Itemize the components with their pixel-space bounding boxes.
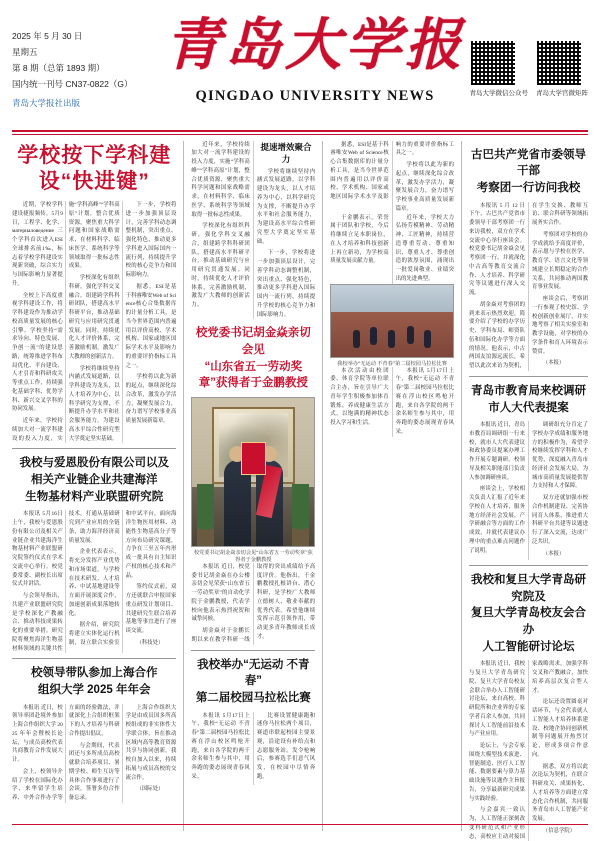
qr-code-icon [470, 40, 516, 86]
article-paragraph: 近年来，学校大力弘扬劳模精神、劳动精神、工匠精神，持续营造尊重劳动、尊重知识、尊重人才、尊重创造的浓厚氛围，涌现出一批爱岗敬业、业绩突出的先进典型。 [395, 214, 454, 282]
article-headline-bio-institute: 我校与爱恩股份有限公司以及 相关产业链企业共建海洋 生物基材料产业联盟研究院 [19, 457, 169, 503]
article-body-marathon [191, 712, 315, 785]
masthead-date: 2025 年 5 月 30 日 [12, 31, 83, 41]
article-byline: （国际处） [136, 786, 164, 793]
column-rule [183, 141, 184, 831]
article-body-bio-institute [12, 510, 176, 653]
lead-paragraph: 下一步，学校将进一步加强顶层设计，完善学科动态调整机制，突出重点、强化特色，推动更多学科进入国际国内一流行列，持续提升学校的核心竞争力和国际影响力。 [256, 250, 316, 318]
section-divider [12, 448, 176, 449]
masthead-divider-thin [12, 134, 588, 135]
article-byline: （本报） [542, 360, 565, 367]
column-two [191, 141, 315, 831]
masthead-divider [12, 130, 588, 132]
lead-paragraph: 学校将以此为新的起点，继续深化综合改革，激发办学活力，凝聚发展合力，奋力谱写学校事业高质量发展新篇章。 [395, 162, 454, 212]
article-body-jinpeng-cont [330, 214, 454, 284]
article-paragraph: 考察团对学校的办学成就给予高度评价，表示愿与学校在医学、教育学、语言文化等领域建立长期稳定的合作关系，共同推动两国教育事业发展。 [532, 231, 588, 291]
article-paragraph: 本报讯 近日，校党委书记胡金焱在办公楼亲切会见荣获“山东省五一劳动奖章”的自动化学院于金鹏教授，代表学校向他表示热烈祝贺和诚挚问候。 [191, 563, 250, 623]
article-paragraph: 胡金焱对考察团的到来表示热烈欢迎，简要介绍了学校的办学历史、学科布局、师资队伍和国际化办学等方面的情况。他表示，中古两国友谊源远流长，希望以此次来访为契机，在学生交换、教师互访、联合科研等领域拓展务实合作。 [469, 202, 588, 370]
lead-paragraph: 据悉，ESI是基于科睿唯安Web of Science核心合集数据库的计量分析工具，是当今世界范围内普遍用以评价高校、学术机构、国家或地区国际学术水平及影响力的重要评价指标工具之一。 [125, 283, 177, 369]
article-paragraph: 据悉，双方将以此次论坛为契机，在联合科研攻关、成果转化、人才培养等方面建立常态化合作机制，共同服务青岛市人工智能产业发展。 [532, 763, 588, 823]
masthead-issue: 第 8 期（总第 1893 期） [12, 63, 105, 74]
lead-article-tail [330, 141, 454, 214]
article-paragraph: 胡金焱对于金鹏长期以来在教学科研一线取得的突出成绩给予高度评价。他指出，于金鹏教授扎根讲台、潜心科研，是学校广大教师立德树人、敬业奉献的优秀代表。希望他继续发挥示范引领作用，带动更多青年教师成长成才。 [191, 563, 316, 643]
article-headline-shanghai: 校领导带队参加上海合作 组织大学 2025 年年会 [30, 667, 158, 696]
article-headline-fudan-ai: 我校和复旦大学青岛研究院及 复旦大学青岛校友会合办 人工智能研讨论坛 [471, 573, 586, 653]
article-paragraph: 本报讯 5月17日上午，我校“无运动 不青春”第二届校园马拉松比赛在浮山校区鸣枪开跑，来自各学院的两千余名师生参与其中，用奔跑的姿态展现青春风采。 [191, 712, 250, 780]
qr-code-wechat[interactable] [470, 40, 529, 97]
article-paragraph: 会上，校领导介绍了学校在国际化办学、来华留学生培养、中外合作办学等方面的经验做法，并就深化上合组织框架下的人才培养与科研合作提出倡议。 [12, 704, 120, 802]
column-rule [322, 141, 323, 831]
column-four [469, 141, 588, 840]
qr-code-icon [536, 40, 582, 86]
qr-left-label: 青岛大学微信公众号 [469, 90, 528, 97]
column-rule [461, 141, 462, 831]
section-divider [469, 376, 588, 377]
qr-right-label: 青岛大学官微矩阵 [536, 90, 588, 97]
article-paragraph: 与会嘉宾一致认为，人工智能正深刻改变科研范式和产业形态，高校应主动对接国家战略需求，加强学科交叉和产教融合，加快培养高层次复合型人才。 [469, 661, 588, 840]
lead-paragraph: 下一步，学校将进一步加强顶层设计，完善学科动态调整机制，突出重点、强化特色，推动更多学科进入国际国内一流行列，持续提升学校的核心竞争力和国际影响力。 [125, 202, 177, 278]
article-paragraph: 本报讯 5 月 12 日下午，古巴共产党省市委领导干部考察团一行来访我校，双方在学术交流中心举行座谈会。校党委书记胡金焱会见考察团一行，并就深化中古高等教育交流合作、人才培养、科学研究等议题进行深入交流。 [469, 202, 525, 297]
article-body-fudan-ai [469, 660, 588, 841]
article-body-marathon-cont [330, 367, 454, 437]
article-paragraph: 本报讯 近日，校领导率团赴境外参加上海合作组织大学 2025 年年会暨校长论坛，与成员高校代表共商教育合作发展大计。 [12, 704, 63, 764]
lead-article-continued [191, 141, 315, 320]
article-headline-ppl-congress: 青岛市教育局来校调研 市人大代表提案 [471, 384, 586, 414]
lead-paragraph: 全校上下高度重视学科建设工作，将学科建设作为推动学校高质量发展的核心引擎。学校坚持“需求导向、特色发展、争创一流”的建设思路，统筹推进学科布局优化、平台建设、人才引育和科研攻关等重点工作，持续强化基础学科、优势学科、新兴交叉学科的协同发展。 [12, 292, 63, 413]
article-paragraph: 双方还就加强市校合作机制建设、完善协同育人体系、推进重大科研平台共建等议题进行了深入交流，达成广泛共识。 [532, 495, 588, 545]
section-divider [12, 658, 176, 659]
lead-paragraph: 学校将继续坚持内涵式发展道路，以学科建设为龙头，以人才培养为中心，以科学研究为支撑，不断提升办学水平和社会服务能力，为建设高水平综合性研究型大学奠定坚实基础。 [256, 168, 316, 245]
article-paragraph: 本报讯 近日，我校与复旦大学青岛研究院、复旦大学青岛校友会联合举办人工智能研讨论坛，来自高校、科研院所和企业界的专家学者百余人参加，共同探讨人工智能前沿技术与产业应用。 [469, 661, 525, 738]
article-byline: （科技处） [136, 639, 164, 646]
article-paragraph: 座谈会上，学校相关负责人汇报了近年来学校在人才培养、服务地方经济社会发展、产学研融合等方面的工作成效，并就代表建议办理中的重点难点问题作了说明。 [469, 486, 525, 554]
masthead-publication-info [12, 10, 162, 111]
photo-marathon [330, 284, 454, 358]
column-one [12, 141, 176, 831]
article-paragraph: 于金鹏表示，荣誉属于团队和学校，今后将继续立足本职岗位，在人才培养和科技创新上再立新功，为学校高质量发展贡献力量。 [330, 214, 389, 265]
article-paragraph: 座谈会后，考察团一行参观了校史馆、学校创新创业展厅，并实地考察了相关实验室和教学设施，对学校的办学条件和育人环境表示赞赏。 [532, 296, 588, 355]
article-headline-party-visit: 古巴共产党省市委领导干部 考察团一行访问我校 [471, 148, 586, 194]
article-body-jinpeng [191, 563, 315, 645]
masthead [12, 10, 588, 128]
article-body-party-visit [469, 202, 588, 371]
article-paragraph: 本报讯 5月17日上午，我校“无运动 不青春”第二届校园马拉松比赛在浮山校区鸣枪开跑，来自各学院的两千余名师生参与其中，用奔跑的姿态展现青春风采。 [395, 367, 454, 435]
article-paragraph: 上海合作组织大学是由成员国多所高校组成的非实体性大学联合体，旨在推动区域内高等教育资源共享与协同创新。我校自加入以来，持续拓展与成员高校的交流合作。 [125, 704, 177, 781]
article-paragraph: 签约仪式前，双方还就联合申报国家重点研发计划项目、共建研究生联合培养基地等事宜进行了座谈交流。 [125, 584, 177, 635]
lead-paragraph: 学校深化有组织科研，强化学科交叉融合，组建跨学科科研团队，搭建高水平科研平台，推动基础研究与应用研究贯通发展。同时，持续优化人才评价体系，完善激励机制，激发广大教师的创新活力。 [68, 275, 120, 360]
lead-paragraph: 近年来，学校持续加大对一流学科建设的投入力度，实施“学科高峰”“学科高原”计划，整合优质资源，聚焦重大科学问题和国家战略需求，在材料科学、临床医学、系统科学等领域取得一批标志性成果。 [191, 141, 250, 218]
masthead-title-block [162, 10, 468, 105]
masthead-qr-codes [468, 10, 588, 97]
newspaper-title-english: QINGDAO UNIVERSITY NEWS [195, 88, 435, 105]
lead-paragraph: 据悉，ESI是基于科睿唯安Web of Science核心合集数据库的计量分析工具，是当今世界范围内普遍用以评价高校、学术机构、国家或地区国际学术水平及影响力的重要评价指标工具之一。 [330, 141, 454, 200]
photo-caption-marathon: 我校举办“无运动 不青春”第二届校园马拉松比赛 [337, 360, 447, 367]
masthead-cn-number: 国内统一刊号 CN37-0822（G） [12, 79, 133, 90]
masthead-weekday: 星期五 [12, 47, 38, 58]
lead-paragraph: 学校将继续坚持内涵式发展道路，以学科建设为龙头，以人才培养为中心，以科学研究为支撑，不断提升办学水平和社会服务能力，为建设高水平综合性研究型大学奠定坚实基础。 [68, 365, 120, 442]
article-paragraph: 本报讯 5月16日上午，我校与爱恩股份有限公司及相关产业链企业共建海洋生物基材料产业联盟研究院签约仪式在学术交流中心举行。校党委常委、副校长出席仪式并讲话。 [12, 511, 63, 588]
lead-paragraph: 学校深化有组织科研，强化学科交叉融合，组建跨学科科研团队，搭建高水平科研平台，推动基础研究与应用研究贯通发展。同时，持续优化人才评价体系，完善激励机制，激发广大教师的创新活力。 [191, 223, 250, 308]
photo-caption-jinpeng: 校党委书记胡金焱亲切会见“山东省五一劳动奖章”获得者于金鹏教授 [193, 549, 313, 563]
article-paragraph: 论坛上，与会专家围绕大模型技术演进、智能制造、医疗人工智能、数据要素与算力基础设施等议题作主旨报告，分享最新研究成果与实践经验。 [469, 743, 525, 802]
article-paragraph: 论坛还设置圆桌对话环节，与会代表就人工智能人才培养体系建设、校地企协同创新机制等问题展开热烈讨论，形成多项合作意向。 [532, 699, 588, 758]
article-subheading: 提速增效聚合力 [260, 141, 312, 164]
section-divider [469, 565, 588, 566]
lead-article-body [12, 201, 176, 443]
lead-headline: 学校按下学科建设“快进键” [17, 143, 172, 193]
page-footer-rule [12, 824, 588, 828]
article-paragraph: 与会领导指出，共建产业联盟研究院是学校深化产教融合、推动科技成果转化的重要举措。研究院将聚焦海洋生物基材料领域的关键共性技术，打通从基础研究到产业应用的全链条，助力海洋经济高质量发展。 [12, 511, 120, 652]
article-paragraph: 调研组充分肯定了学校办学成绩和服务地方的积极作为，希望学校继续发挥学科和人才优势，深度融入青岛市经济社会发展大局，为城市高质量发展提供智力支持和人才保障。 [532, 422, 588, 490]
newspaper-title: 青岛大学报 [165, 15, 465, 77]
article-paragraph: 本次活动由校团委、体育学院等单位联合主办，旨在引导广大青年学生积极参加体育锻炼，养成健康生活方式，以饱满的精神状态投入学习和生活。 [330, 367, 389, 426]
lead-paragraph: 近期，学校学科建设捷报频传。5月9日，工程学、化学、материаловедение三个学科首次进入ESI全球排名前1‰，标志着学校学科建设实现新突破，综合实力与国际影响力显著提升。 [12, 202, 63, 287]
article-headline-marathon: 我校举办“无运动 不青春” 第二届校园马拉松比赛 [195, 658, 311, 705]
article-byline: （信息学院） [542, 827, 576, 834]
article-body-ppl-congress [469, 421, 588, 560]
article-paragraph: 企业代表表示，将充分发挥产业优势和市场渠道，与学校在技术研发、人才培养、中试基地建设等方面开展深度合作，加速创新成果落地转化。 [68, 549, 120, 617]
page-content [12, 141, 588, 840]
section-divider [191, 650, 315, 651]
lead-paragraph: 学校将以此为新的起点，继续深化综合改革，激发办学活力，凝聚发展合力，奋力谱写学校事业高质量发展新篇章。 [125, 374, 177, 424]
article-paragraph: 与会期间，代表团还与多所成员高校就联合培养项目、暑期学校、师生互访等具体合作事项进行了会谈，签署多份合作备忘录。 [68, 742, 120, 802]
photo-jinpeng-meeting [191, 397, 315, 547]
qr-code-matrix[interactable] [536, 40, 588, 97]
masthead-publisher: 青岛大学报社出版 [12, 97, 81, 108]
article-body-shanghai [12, 704, 176, 803]
article-paragraph: 据介绍，研究院将建立实体化运行机制，设立联合实验室和中试平台，面向海洋生物医用材料、功能性生物基高分子等方向布局研究课题，力争在三至五年内形成一批具有自主知识产权的核心技术和产品。 [68, 511, 177, 646]
article-paragraph: 比赛设置健康跑和迷你马拉松两个项目，赛道串联起校园主要景观，沿途设有补给点和志愿服务站。发令枪响后，参赛选手们意气风发，在校园中尽情奔跑。 [256, 712, 316, 780]
column-three [330, 141, 454, 831]
lead-paragraph: 近年来，学校持续加大对一流学科建设的投入力度，实施“学科高峰”“学科高原”计划，整合优质资源，聚焦重大科学问题和国家战略需求，在材料科学、临床医学、系统科学等领域取得一批标志性成果。 [12, 202, 120, 442]
article-byline: （本报） [542, 550, 565, 557]
article-headline-jinpeng: 校党委书记胡金焱亲切会见 “山东省五一劳动奖章”获得者于金鹏教授 [195, 327, 311, 390]
article-paragraph: 本报讯 近日，青岛市教育局调研组一行来校，就市人大代表建议和政协委员提案办理工作开展专题调研。校领导及相关职能部门负责人参加调研座谈。 [469, 422, 525, 481]
